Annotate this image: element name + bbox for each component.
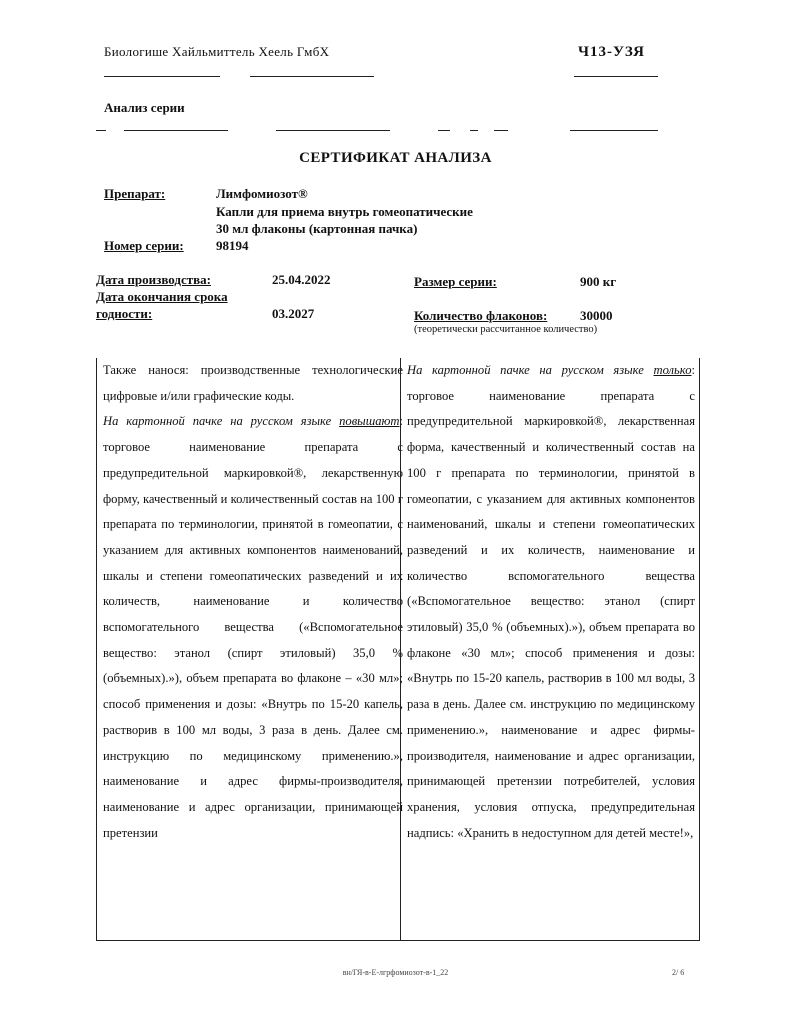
- page-title: СЕРТИФИКАТ АНАЛИЗА: [299, 150, 492, 166]
- footer-code: вн/ГЯ-в-Е-лгрфомиозот-в-1_22: [342, 968, 449, 977]
- signature-line: [570, 130, 658, 131]
- batch-size-label: Размер серии:: [414, 274, 497, 289]
- company-name: Биологише Хайльмиттель Хеель ГмбХ: [104, 44, 330, 59]
- body-text: : торговое наименование препарата с предупредительной маркировкой®, лекарственную форму, качественный и количественный состав на 100 г препарата по терминологии, принятой в гомеопатии, с указанием для активных компонентов наименований, шкалы и степени гомеопатических разведений и их количеств, наименование и количество вспомогательного вещества («Вспомогательное вещество: этанол (спирт этиловый) 35,0 % (объемных).»), объем препарата во флаконе – «30 мл»; способ применения и дозы: «Внутрь по 15-20 капель, растворив в 100 мл воды, 3 раза в день. Далее см. инструкцию по медицинскому применению.», наименование и адрес фирмы-производителя, наименование и адрес организации, принимающей претензии: [103, 414, 403, 840]
- product-pack: 30 мл флаконы (картонная пачка): [216, 221, 418, 236]
- vials-count-label: Количество флаконов:: [414, 308, 548, 323]
- vials-count: 30000: [580, 308, 613, 323]
- product-label: Препарат:: [104, 186, 166, 201]
- signature-line: [124, 130, 228, 131]
- signature-line: [96, 130, 106, 131]
- product-form: Капли для приема внутрь гомеопатические: [216, 204, 473, 219]
- product-name: Лимфомиозот®: [216, 186, 308, 201]
- expiry-label: Дата окончания срока: [96, 289, 228, 304]
- signature-line: [438, 130, 450, 131]
- signature-line: [494, 130, 508, 131]
- intro-text: Также нанося: производственные технологические цифровые и/или графические коды.: [103, 363, 403, 403]
- lead-italic: На картонной пачке на русском языке: [103, 414, 332, 429]
- lead-underlined: только: [653, 363, 692, 377]
- right-text-column: [400, 358, 700, 941]
- signature-line: [470, 130, 478, 131]
- lead-underlined: повышают: [339, 414, 400, 429]
- lead-italic: На картонной пачке на русском языке: [407, 363, 644, 377]
- page-number: 2/ 6: [672, 968, 685, 977]
- production-date-label: Дата производства:: [96, 272, 211, 287]
- body-text: : торговое наименование препарата с предупредительной маркировкой®, лекарственная форма, качественный и количественный состав на 100 г препарата по терминологии, принятой в гомеопатии, с указанием для активных компонентов наименований, шкалы и степени гомеопатических разведений и их количеств, наименование и количество вспомогательного вещества («Вспомогательное вещество: этанол (спирт этиловый) 35,0 % (объемных).»), объем препарата во флаконе «30 мл»; способ применения и дозы: «Внутрь по 15-20 капель, растворив в 100 мл воды, 3 раза в день. Далее см. инструкцию по медицинскому применению.», наименование и адрес фирмы-производителя, наименование и адрес организации, принимающей претензии потребителей, условия хранения, условия отпуска, предупредительная надпись: «Хранить в недоступном для детей месте!»,: [407, 363, 695, 840]
- signature-line: [574, 76, 658, 77]
- stamp-code: Ч13-УЗЯ: [578, 44, 645, 60]
- expiry-date: 03.2027: [272, 306, 315, 321]
- expiry-label-cont: годности:: [96, 306, 153, 321]
- signature-line: [276, 130, 390, 131]
- signature-line: [104, 76, 220, 77]
- signature-line: [250, 76, 374, 77]
- batch-number: 98194: [216, 238, 249, 253]
- batch-size: 900 кг: [580, 274, 617, 289]
- left-text-column: [96, 358, 403, 941]
- production-date: 25.04.2022: [272, 272, 331, 287]
- batch-number-label: Номер серии:: [104, 238, 184, 253]
- vials-count-note: (теоретически рассчитанное количество): [414, 324, 598, 335]
- section-title: Анализ серии: [104, 100, 185, 115]
